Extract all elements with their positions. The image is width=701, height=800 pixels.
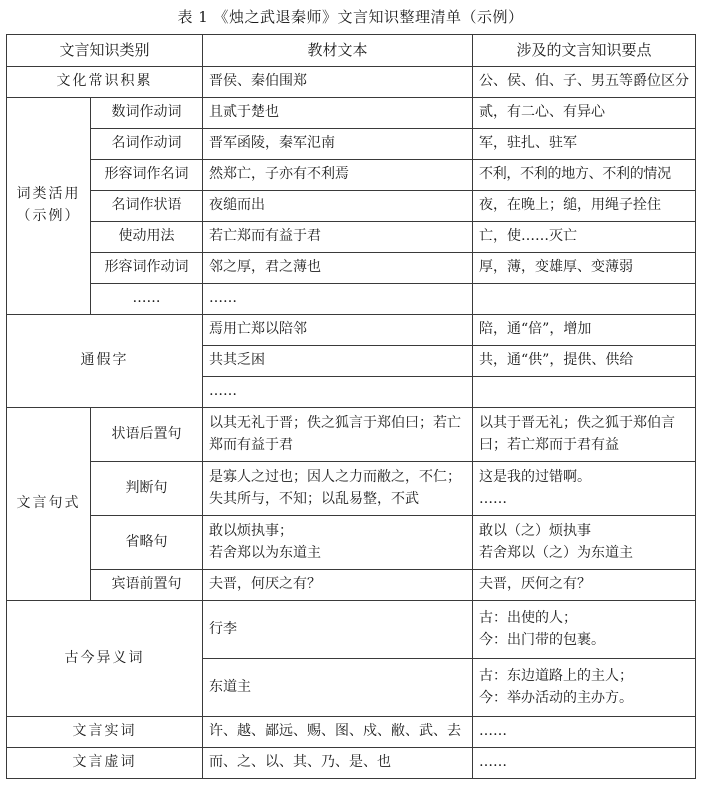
table-row [7,129,696,160]
point-cell [473,659,696,717]
text-cell: 晋侯、秦伯围郑 [203,67,473,98]
text-cell: 夫晋，何厌之有？ [203,570,473,601]
table-row [7,98,696,129]
text-cell: 许、越、鄙远、赐、图、戍、敝、武、去 [203,717,473,748]
point-line: …… [479,490,508,507]
point-line: 古：东边道路上的主人； [479,667,634,684]
point-cell [473,284,696,315]
point-cell: 共，通“供”，提供、供给 [473,346,696,377]
point-line: 今：出门带的包裹。 [479,631,606,648]
text-cell: 若亡郑而有益于君 [203,222,473,253]
point-line: 古：出使的人； [479,609,578,626]
point-cell: 夫晋，厌何之有？ [473,570,696,601]
subcategory-cell: 状语后置句 [91,408,203,462]
subcategory-cell: 形容词作名词 [91,160,203,191]
knowledge-table [6,34,696,779]
header-row [7,35,696,67]
point-cell: 陪，通“倍”，增加 [473,315,696,346]
point-cell [473,462,696,516]
table-row [7,462,696,516]
point-line: 若舍郑以（之）为东道主 [479,544,634,561]
point-cell: 公、侯、伯、子、男五等爵位区分 [473,67,696,98]
text-cell: 焉用亡郑以陪邻 [203,315,473,346]
point-cell: 军，驻扎、驻军 [473,129,696,160]
point-cell: 贰，有二心、有异心 [473,98,696,129]
text-line: 敢以烦执事； [209,522,294,539]
table-row [7,601,696,659]
point-line: 这是我的过错啊。 [479,468,592,485]
table-row [7,717,696,748]
point-cell: 不利，不利的地方、不利的情况 [473,160,696,191]
point-cell [473,601,696,659]
header-text: 教材文本 [203,35,473,67]
table-row [7,284,696,315]
table-row [7,160,696,191]
subcategory-cell: 名词作状语 [91,191,203,222]
point-cell: …… [473,717,696,748]
text-cell: …… [203,377,473,408]
table-row [7,748,696,779]
text-cell: 东道主 [203,659,473,717]
table-row [7,253,696,284]
table-row [7,191,696,222]
category-cell: 文言虚词 [7,748,203,779]
text-cell: 共其乏困 [203,346,473,377]
header-points: 涉及的文言知识要点 [473,35,696,67]
category-cell: 通假字 [7,315,203,408]
subcategory-cell: 名词作动词 [91,129,203,160]
text-cell: 且贰于楚也 [203,98,473,129]
point-cell [473,516,696,570]
text-cell: 然郑亡，子亦有不利焉 [203,160,473,191]
category-cell: 文言句式 [7,408,91,601]
table-row [7,408,696,462]
point-cell: 厚，薄，变雄厚、变薄弱 [473,253,696,284]
table-row [7,516,696,570]
subcategory-cell: …… [91,284,203,315]
category-cell: 文化常识积累 [7,67,203,98]
table-row [7,570,696,601]
text-cell: 晋军函陵，秦军氾南 [203,129,473,160]
point-cell: 以其于晋无礼；佚之狐于郑伯言曰；若亡郑而于君有益 [473,408,696,462]
text-cell: 夜缒而出 [203,191,473,222]
subcategory-cell: 使动用法 [91,222,203,253]
category-cell: 文言实词 [7,717,203,748]
point-line: 敢以（之）烦执事 [479,522,592,539]
table-caption: 表 1 《烛之武退秦师》文言知识整理清单（示例） [177,8,524,26]
text-cell [203,516,473,570]
subcategory-cell: 省略句 [91,516,203,570]
table-row [7,67,696,98]
table-row [7,315,696,346]
subcategory-cell: 宾语前置句 [91,570,203,601]
text-line: 若舍郑以为东道主 [209,544,322,561]
text-cell: …… [203,284,473,315]
point-cell: …… [473,748,696,779]
category-cell: 古今异义词 [7,601,203,717]
point-cell: 亡，使……灭亡 [473,222,696,253]
text-cell: 以其无礼于晋；佚之狐言于郑伯曰；若亡郑而有益于君 [203,408,473,462]
point-cell [473,377,696,408]
text-cell: 邻之厚，君之薄也 [203,253,473,284]
point-cell: 夜，在晚上；缒，用绳子拴住 [473,191,696,222]
text-cell: 行李 [203,601,473,659]
text-cell: 是寡人之过也；因人之力而敝之，不仁；失其所与，不知；以乱易整，不武 [203,462,473,516]
subcategory-cell: 数词作动词 [91,98,203,129]
subcategory-cell: 形容词作动词 [91,253,203,284]
header-category: 文言知识类别 [7,35,203,67]
text-cell: 而、之、以、其、乃、是、也 [203,748,473,779]
point-line: 今：举办活动的主办方。 [479,689,634,706]
subcategory-cell: 判断句 [91,462,203,516]
table-row [7,222,696,253]
category-cell: 词类活用（示例） [7,98,91,315]
